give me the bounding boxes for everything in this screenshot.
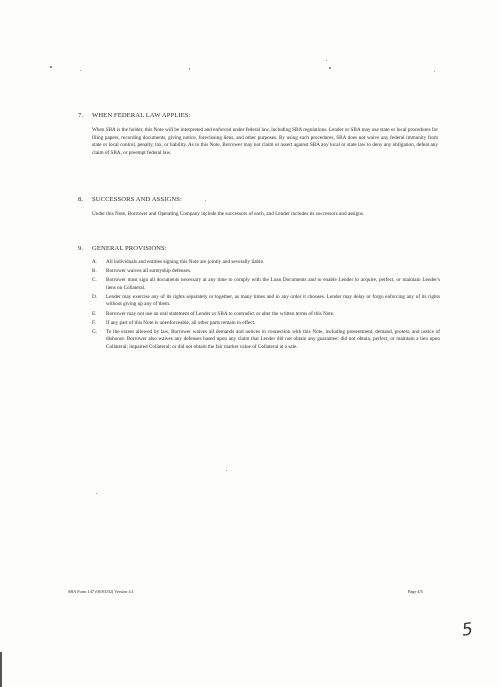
section-9 — [78, 245, 438, 252]
scan-speck — [329, 67, 331, 69]
section-8 — [78, 196, 438, 219]
section-title: SUCCESSORS AND ASSIGNS: — [92, 196, 182, 203]
section-number: 8. — [78, 196, 84, 203]
list-item — [78, 259, 440, 267]
section-number: 7. — [78, 112, 84, 119]
section-heading — [78, 112, 438, 119]
scan-speck — [434, 71, 435, 72]
scan-speck — [80, 70, 81, 71]
page-number: Page 4/5 — [408, 589, 423, 594]
list-item — [78, 294, 440, 309]
list-item — [78, 311, 440, 319]
list-item — [78, 268, 440, 276]
list-letter: C. — [92, 277, 97, 284]
list-item — [78, 277, 440, 292]
list-text: Borrower waives all suretyship defenses. — [106, 268, 192, 275]
list-item — [78, 329, 440, 352]
list-letter: E. — [92, 310, 97, 317]
section-7 — [78, 112, 438, 157]
section-title: GENERAL PROVISIONS: — [92, 245, 167, 252]
list-text: If any part of this Note is unenforceable, all other parts remain in effect. — [106, 319, 256, 326]
scan-speck — [96, 493, 97, 494]
general-provisions-list — [78, 259, 440, 353]
list-text: Borrower must sign all documents necessary at any time to comply with the Loan Documents and to enable Lender to acquire, perfect, or maintain Lender's liens on Collateral. — [106, 277, 440, 291]
list-text: To the extent allowed by law, Borrower waives all demands and notices in connection with this Note, including presentment, demand, protest, and notice of dishonor. Borrower also waives any defenses based upon any claim that Lender did not obtain any guarantee; did not obtain, perfect, or maintain a lien upon Collateral; impaired Collateral; or did not obtain the fair market value of Collateral at a sale. — [106, 328, 440, 350]
section-8-body: Under this Note, Borrower and Operating Company include the successors of each, and Lender includes its successors and assigns. — [92, 211, 365, 217]
section-heading — [78, 196, 438, 203]
list-letter: A. — [92, 259, 98, 265]
list-letter: B. — [92, 268, 97, 275]
form-identifier: SBA Form 147 (06/03/02) Version 4.1 — [68, 589, 134, 594]
scan-speck — [50, 66, 52, 68]
list-item — [78, 320, 440, 328]
list-letter: G. — [92, 328, 98, 335]
list-letter: F. — [92, 319, 96, 326]
scan-speck — [326, 60, 327, 61]
list-text: Lender may exercise any of its rights separately or together, as many times and in any order it chooses. Lender may delay or forgo enforcing any of its rights without giving up any of them. — [106, 293, 440, 308]
section-number: 9. — [78, 245, 84, 252]
scan-edge-line — [0, 652, 2, 687]
section-7-body: When SBA is the holder, this Note will be interpreted and enforced under federal law, including SBA regulations. Lender or SBA may use state or local procedures for filing papers, recording documents, giving notice, foreclosing liens, and other purposes. By using such procedures, SBA does not waive any federal immunity from state or local control, penalty, tax, or liability. As to this Note, Borrower may not claim or assert against SBA any local or state law to deny any obligation, defeat any claim of SBA, or preempt federal law. — [92, 127, 438, 156]
list-text: Borrower may not use an oral statement of Lender or SBA to contradict or alter the written terms of this Note. — [106, 310, 335, 317]
section-title: WHEN FEDERAL LAW APPLIES: — [92, 112, 191, 119]
section-heading — [78, 245, 438, 252]
scan-speck — [189, 68, 190, 70]
list-text: All individuals and entities signing this Note are jointly and severally liable. — [106, 259, 265, 265]
list-letter: D. — [92, 293, 98, 300]
scan-speck — [226, 470, 227, 471]
handwritten-page-mark: 5 — [460, 619, 475, 641]
